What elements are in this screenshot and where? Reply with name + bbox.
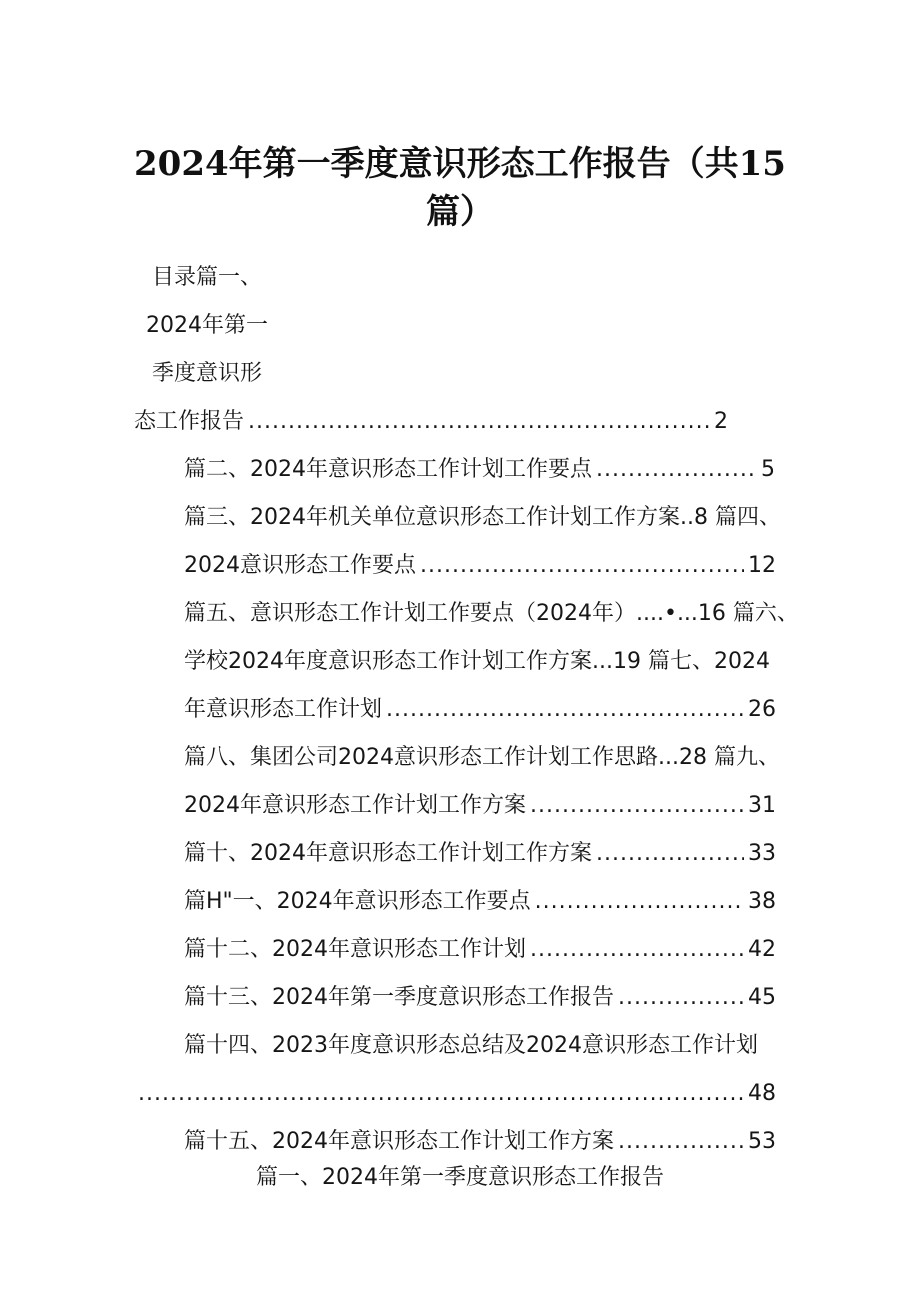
toc-line-text: 2024年第一 <box>146 313 268 338</box>
toc-page-number: 31 <box>748 793 776 818</box>
toc-entry-title: 2024意识形态工作要点 <box>184 553 416 578</box>
dot-leader <box>530 935 744 965</box>
dot-leader <box>530 791 744 821</box>
toc-line[interactable] <box>184 1031 804 1061</box>
section-heading: 篇一、2024年第一季度意识形态工作报告 <box>256 1165 664 1190</box>
toc-entry[interactable] <box>184 791 776 821</box>
toc-line-text: 篇十四、2023年度意识形态总结及2024意识形态工作计划 <box>184 1033 758 1058</box>
toc-line-text: 篇三、2024年机关单位意识形态工作计划工作方案..8 篇四、 <box>184 505 781 530</box>
toc-entry-title: 篇十、2024年意识形态工作计划工作方案 <box>184 841 592 866</box>
toc-entry[interactable] <box>184 455 775 485</box>
toc-line[interactable] <box>184 503 809 533</box>
toc-entry[interactable] <box>184 695 776 725</box>
toc-entry-title: 篇十五、2024年意识形态工作计划工作方案 <box>184 1129 614 1154</box>
toc-entry-title: 2024年意识形态工作计划工作方案 <box>184 793 526 818</box>
toc-line[interactable] <box>184 647 789 677</box>
toc-line-text: 学校2024年度意识形态工作计划工作方案...19 篇七、2024 <box>184 649 770 674</box>
toc-page-number: 2 <box>714 409 728 434</box>
toc-line[interactable] <box>184 743 809 773</box>
document-title-line-2: 篇） <box>426 192 494 232</box>
toc-entry[interactable] <box>184 887 776 917</box>
toc-entry-title: 篇H"一、2024年意识形态工作要点 <box>184 889 531 914</box>
toc-line <box>146 311 268 341</box>
toc-entry[interactable] <box>184 1127 776 1157</box>
toc-entry-title: 篇十三、2024年第一季度意识形态工作报告 <box>184 985 614 1010</box>
toc-entry-title: 篇十二、2024年意识形态工作计划 <box>184 937 526 962</box>
toc-entry[interactable] <box>184 983 776 1013</box>
toc-page-number: 45 <box>748 985 776 1010</box>
toc-line[interactable] <box>184 599 809 629</box>
toc-line-text: 篇五、意识形态工作计划工作要点（2024年）....•...16 篇六、 <box>184 601 799 626</box>
dot-leader <box>535 887 744 917</box>
toc-page-number: 42 <box>748 937 776 962</box>
dot-leader <box>420 551 744 581</box>
toc-line-text: 目录篇一、 <box>152 265 263 290</box>
dot-leader <box>386 695 744 725</box>
toc-page-number: 38 <box>748 889 776 914</box>
toc-entry-title: 年意识形态工作计划 <box>184 697 383 722</box>
toc-line <box>152 359 262 389</box>
toc-page-number: 5 <box>761 457 775 482</box>
toc-line-text: 篇八、集团公司2024意识形态工作计划工作思路...28 篇九、 <box>184 745 780 770</box>
toc-page-number: 26 <box>748 697 776 722</box>
toc-page-number: 53 <box>748 1129 776 1154</box>
dot-leader <box>138 1079 744 1109</box>
toc-page-number: 12 <box>748 553 776 578</box>
toc-page-number: 48 <box>748 1081 776 1106</box>
toc-entry-title: 态工作报告 <box>134 409 245 434</box>
toc-entry[interactable] <box>184 551 776 581</box>
toc-entry[interactable] <box>134 407 728 437</box>
toc-page-number: 33 <box>748 841 776 866</box>
toc-entry-title: 篇二、2024年意识形态工作计划工作要点 <box>184 457 592 482</box>
toc-entry[interactable] <box>184 935 776 965</box>
document-title-line-1: 2024年第一季度意识形态工作报告（共15 <box>134 144 786 184</box>
dot-leader <box>248 407 710 437</box>
dot-leader <box>596 839 744 869</box>
dot-leader <box>618 983 744 1013</box>
toc-entry[interactable] <box>184 839 776 869</box>
toc-line-text: 季度意识形 <box>152 361 263 386</box>
toc-entry-continuation[interactable] <box>134 1079 776 1109</box>
toc-line <box>152 263 262 293</box>
dot-leader <box>618 1127 744 1157</box>
dot-leader <box>596 455 757 485</box>
